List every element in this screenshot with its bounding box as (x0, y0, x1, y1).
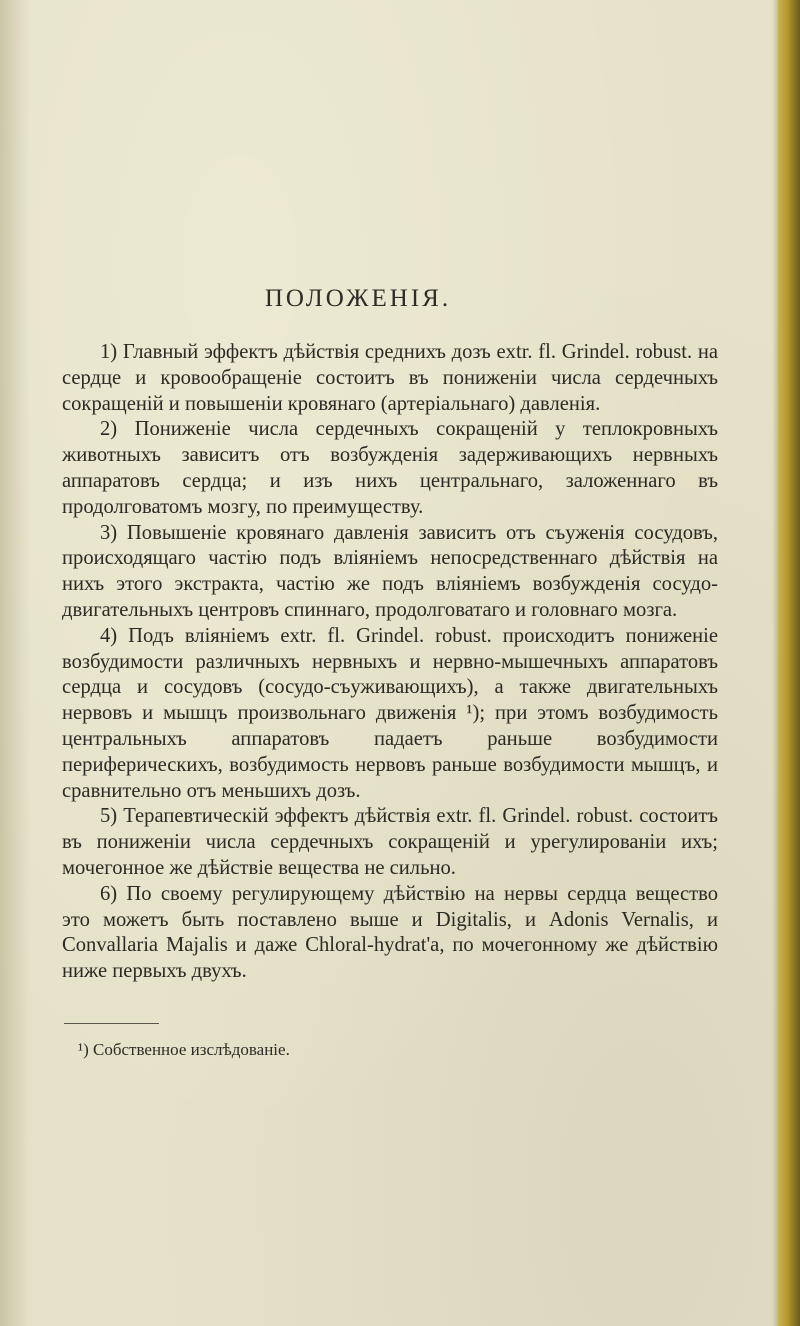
body-text (62, 340, 718, 985)
footnote-divider (64, 1023, 159, 1024)
page-heading: ПОЛОЖЕНIЯ. (264, 285, 452, 312)
paragraph-3: 3) Повышеніе кровянаго давленія зависитъ отъ съуженія сосудовъ, происходящаго частію подъ вліяніемъ непосредственнаго дѣйствія на нихъ этого экстракта, частію же подъ вліяніемъ возбужденія сосудо-двигательныхъ центровъ спиннаго, продолговатаго и головнаго мозга. (62, 521, 718, 621)
paragraph-5: 5) Терапевтическій эффектъ дѣйствія extr. fl. Grindel. robust. состоитъ въ пониженіи числа сердечныхъ сокращеній и урегулированіи ихъ; мочегонное же дѣйствіе вещества не сильно. (62, 805, 718, 879)
footnote: ¹) Собственное изслѣдованіе. (78, 1040, 290, 1059)
page-gutter-shadow (0, 0, 30, 1326)
paragraph-2: 2) Пониженіе числа сердечныхъ сокращеній у теплокровныхъ животныхъ зависитъ отъ возбужденія задерживающихъ нервныхъ аппаратовъ сердца; и изъ нихъ центральнаго, заложеннаго въ продолговатомъ мозгу, по преимуществу. (62, 418, 718, 518)
book-edge (778, 0, 800, 1326)
paragraph-1: 1) Главный эффектъ дѣйствія среднихъ дозъ extr. fl. Grindel. robust. на сердце и кровообращеніе состоитъ въ пониженіи числа сердечныхъ сокращеній и повышеніи кровянаго (артеріальнаго) давленія. (62, 341, 718, 415)
paragraph-4: 4) Подъ вліяніемъ extr. fl. Grindel. robust. происходитъ пониженіе возбудимости различныхъ нервныхъ и нервно-мышечныхъ аппаратовъ сердца и сосудовъ (сосудо-съуживающихъ), а также двигательныхъ нервовъ и мышцъ произвольнаго движенія ¹); при этомъ возбудимость центральныхъ аппаратовъ падаетъ раньше возбудимости периферическихъ, возбудимость нервовъ раньше возбудимости мышцъ, и сравнительно отъ меньшихъ дозъ. (62, 624, 718, 802)
paragraph-6: 6) По своему регулирующему дѣйствію на нервы сердца вещество это можетъ быть поставлено выше и Digitalis, и Adonis Vernalis, и Convallaria Majalis и даже Chloral-hydrat'а, по мочегонному же дѣйствію ниже первыхъ двухъ. (62, 882, 718, 983)
